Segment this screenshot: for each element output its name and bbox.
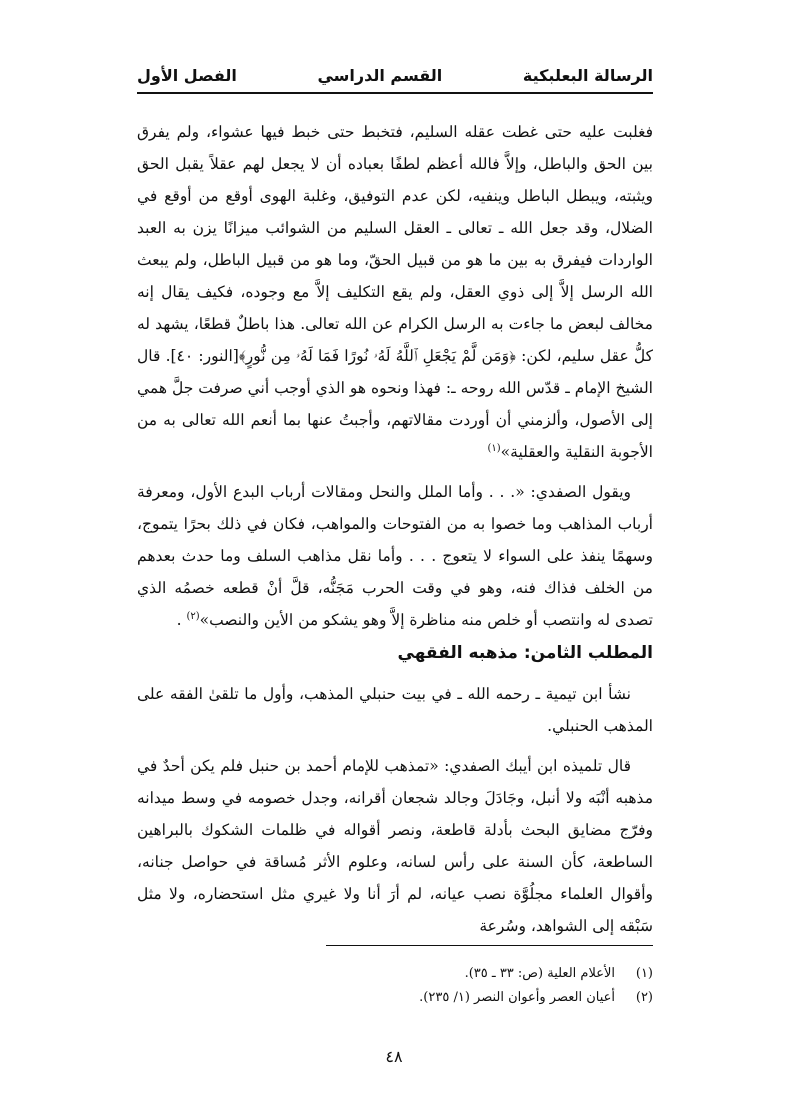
paragraph-2 (137, 476, 653, 636)
paragraph-3-text: نشأ ابن تيمية ـ رحمه الله ـ في بيت حنبلي المذهب، وأول ما تلقىٰ الفقه على المذهب الحنبلي. (137, 685, 653, 735)
section-heading: المطلب الثامن: مذهبه الفقهي (397, 643, 653, 663)
paragraph-1-text: فغلبت عليه حتى غطت عقله السليم، فتخبط حتى خبط فيها عشواء، ولم يفرق بين الحق والباطل، وإلاَّ فالله أعظم لطفًا بعباده أن لا يجعل لهم عقلاً يقبل الحق ويثبته، ويبطل الباطل وينفيه، لكن عدم التوفيق، وغلبة الهوى أوقع من أوقع في الضلال، وقد جعل الله ـ تعالى ـ العقل السليم من الشوائب ميزانًا يزن به العبد الواردات فيفرق به بين ما هو من قبيل الحقّ، وما هو من قبيل الباطل، ولم يبعث الله الرسل إلاَّ إلى ذوي العقل، ولم يقع التكليف إلاَّ مع وجوده، فكيف يقال إنه مخالف لبعض ما جاءت به الرسل الكرام عن الله تعالى. هذا باطلٌ قطعًا، يشهد له كلُّ عقل سليم، لكن: ﴿وَمَن لَّمْ يَجْعَلِ ٱللَّهُ لَهُۥ نُورًا فَمَا لَهُۥ مِن نُّورٍ﴾[النور: ٤٠]. قال الشيخ الإمام ـ قدّس الله روحه ـ: فهذا ونحوه هو الذي أوجب أني صرفت جلَّ همي إلى الأصول، وألزمني أن أوردت مقالاتهم، وأجبتُ عنها بما أنعم الله تعالى به من الأجوبة النقلية والعقلية» (137, 123, 653, 461)
header-divider (137, 92, 653, 94)
paragraph-3 (137, 678, 653, 742)
footnote-ref-2: (٢) (186, 610, 200, 622)
footnote-divider (326, 945, 653, 946)
header-book-title: الرسالة البعلبكية (522, 65, 653, 85)
paragraph-4-text: قال تلميذه ابن أيبك الصفدي: «تمذهب للإمام أحمد بن حنبل فلم يكن أحدٌ في مذهبه أنْبَه ولا أنبل، وجَادَلَ وجالد شجعان أقرانه، وجدل خصومه في وسط ميدانه وفرّج مضايق البحث بأدلة قاطعة، ونصر أقواله في ظلمات الشكوك بالبراهين الساطعة، كأن السنة على رأس لسانه، وعلوم الأثر مُساقة في حواصل جنانه، وأقوال العلماء مجلُوَّة نصب عيانه، لم أرَ أنا ولا غيري مثل استحضاره، ولا مثل سَبْقه إلى الشواهد، وسُرعة (137, 757, 653, 935)
footnotes (137, 962, 653, 1010)
header-section-title: القسم الدراسي (317, 65, 443, 85)
running-header (137, 58, 653, 92)
footnote-2-text: أعيان العصر وأعوان النصر (١/ ٢٣٥). (419, 990, 615, 1005)
header-chapter-title: الفصل الأول (137, 65, 237, 85)
footnote-1-number: (١) (635, 966, 653, 981)
paragraph-1 (137, 116, 653, 468)
footnote-ref-1: (١) (487, 442, 501, 454)
paragraph-4 (137, 750, 653, 942)
main-text (137, 116, 653, 942)
paragraph-2-tail: . (176, 611, 187, 629)
footnote-1 (137, 962, 653, 986)
page-number: ٤٨ (385, 1047, 403, 1066)
footnote-2 (137, 986, 653, 1010)
paragraph-2-text: ويقول الصفدي: «. . . وأما الملل والنحل ومقالات أرباب البدع الأول، ومعرفة أرباب المذاهب وما خصوا به من الفتوحات والمواهب، فكان في ذلك بحرًا يتموج، وسهمًا ينفذ على السواء لا يتعوج . . . وأما نقل مذاهب السلف وما حدث بعدهم من الخلف فذاك فنه، وهو في وقت الحرب مَجَنُّه، قلَّ أنْ قطعه خصمُه الذي تصدى له وانتصب أو خلص منه مناظرة إلاَّ وهو يشكو من الأين والنصب» (137, 483, 653, 629)
footnote-1-text: الأعلام العلية (ص: ٣٣ ـ ٣٥). (464, 966, 615, 981)
footnote-2-number: (٢) (635, 990, 653, 1005)
